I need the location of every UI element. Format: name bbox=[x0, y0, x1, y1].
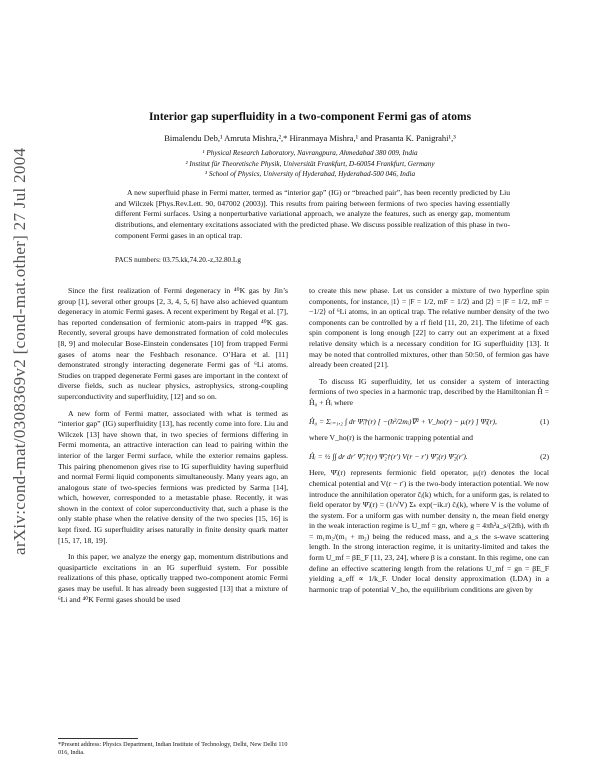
affiliations bbox=[60, 148, 560, 180]
abstract: A new superfluid phase in Fermi matter, termed as “interior gap” (IG) or “breached pair”, has been recently predicted by Liu and Wilczek [Phys.Rev.Lett. 90, 047002 (2003)]. This results from pairing between fermions of two species having essentially different Fermi surfaces. Using a nonperturbative variational approach, we analyze the features, such as energy gap, momentum distributions, and elementary excitations associated with the predicted phase. We discuss possible realization of this phase in two-component Fermi gases in an optical trap. bbox=[115, 188, 510, 240]
equation-body: Ĥᵢ = ½ ∫∫ dr dr′ Ψ̂₁†(r) Ψ̂₂†(r′) V(r − r′) Ψ̂₁(r) Ψ̂₂(r′). bbox=[309, 451, 468, 461]
body-paragraph: Here, Ψ̂ᵢ(r) represents fermionic field operator, μᵢ(r) denotes the local chemical potential and V(r − r′) is the two-body interaction potential. We now introduce the annihilation operator ĉᵢ(k) which, for a uniform gas, is related to field operator by Ψ̂ᵢ(r) = (1/√V) Σₖ exp(−ik.r) ĉᵢ(k), where V is the volume of the system. For a uniform gas with number density n, the mean field energy in the weak interaction regime is U_mf = gn, where g = 4πħ²a_s/(2m̃), with m̃ = m₁m₂/(m₁ + m₂) being the reduced mass, and a_s the s-wave scattering length. In the strong interaction regime, it is unitarity-limited and takes the form U_mf = βE_F [11, 23, 24], where β is a constant. In this regime, one can define an effective scattering length from the relations U_mf = gn = βE_F yielding a_eff ∝ 1/k_F. Under local density approximation (LDA) in a harmonic trap of potential V_ho, the equilibrium conditions are given by bbox=[309, 468, 549, 594]
author-list: Bimalendu Deb,¹ Amruta Mishra,²,* Hiranmaya Mishra,¹ and Prasanta K. Panigrahi¹,³ bbox=[164, 133, 456, 143]
equation-number: (2) bbox=[540, 451, 549, 461]
arxiv-identifier: arXiv:cond-mat/0308369v2 [cond-mat.other] 27 Jul 2004 bbox=[10, 147, 29, 555]
equation-number: (1) bbox=[540, 416, 549, 426]
body-paragraph: Since the first realization of Fermi degeneracy in ⁴⁰K gas by Jin’s group [1], several other groups [2, 3, 4, 5, 6] have also achieved quantum degeneracy in atomic Fermi gases. A recent experiment by Regal et al. [7], has reported condensation of fermionic atom-pairs in trapped ⁴⁰K gas. Recently, several groups have demonstrated formation of cold molecules [8, 9] and molecular Bose-Einstein condensates [10] from trapped Fermi gases of atoms near the Feshbach resonance. O’Hara et al. [11] demonstrated strongly interacting degenerate Fermi gas of ⁶Li atoms. Studies on trapped degenerate Fermi gases are important in the context of diverse fields, such as nuclear physics, astrophysics, strong-coupling superconductivity and superfluidity, [12] and so on. bbox=[58, 286, 288, 401]
footnote-rule bbox=[58, 738, 138, 739]
body-paragraph: In this paper, we analyze the energy gap, momentum distributions and quasiparticle excitations in an IG superfluid system. For possible realizations of this phase, optically trapped two-component atomic Fermi gases may be useful. It has already been suggested [13] that a mixture of ⁶Li and ⁴⁰K Fermi gases should be used bbox=[58, 552, 288, 604]
footnote: *Present address: Physics Department, Indian Institute of Technology, Delhi, New Delhi 110 016, India. bbox=[58, 741, 288, 757]
affiliation-1: ¹ Physical Research Laboratory, Navrangpura, Ahmedabad 380 009, India bbox=[202, 149, 418, 157]
equation-body: Ĥ₀ = Σᵢ₌₁,₂ ∫ dr Ψ̂ᵢ†(r) [ −(ħ²/2mᵢ)∇² + V_ho(r) − μᵢ(r) ] Ψ̂ᵢ(r), bbox=[309, 416, 497, 426]
equation-2 bbox=[309, 452, 549, 463]
body-paragraph: to create this new phase. Let us consider a mixture of two hyperfine spin components, for instance, |1⟩ = |F = 1/2, mF = 1/2⟩ and |2⟩ = |F = 1/2, mF = −1/2⟩ of ⁶Li atoms, in an optical trap. The relative number density of the two components can be controlled by a rf field [11, 20, 21]. The lifetime of each spin component is long enough [22] to carry out an experiment at a fixed relative density which is a necessary condition for IG superfluidity [13]. It may be noted that controlled mixtures, other than 50:50, of fermion gas have already been created [21]. bbox=[309, 286, 549, 370]
body-paragraph: To discuss IG superfluidity, let us consider a system of interacting fermions of two species in a harmonic trap, described by the Hamiltonian Ĥ = Ĥ₀ + Ĥᵢ where bbox=[309, 376, 549, 407]
pacs-numbers: PACS numbers: 03.75.kk,74.20.-z,32.80.Lg bbox=[115, 256, 241, 264]
left-column bbox=[58, 286, 288, 611]
body-paragraph: A new form of Fermi matter, associated with what is termed as “interior gap” (IG) superfluidity [13], has recently come into fore. Liu and Wilczek [13] have shown that, in two species of fermions differing in Fermi momenta, an attractive interaction can lead to pairing within the interior of the larger Fermi surface, while the exterior remains gapless. This pairing phenomenon gives rise to IG superfluidity having superfluid and normal Fermi liquid components simultaneously. Many years ago, an analogous state of two-species fermions was predicted by Sarma [14], which, however, corresponded to a metastable phase. Recently, it was shown in the context of color superconductivity that, such a phase is the only stable phase when the relative density of the two species [15, 16] is kept fixed. IG superfluidity arises naturally in finite density quark matter [15, 17, 18, 19]. bbox=[58, 408, 288, 545]
right-column bbox=[309, 286, 549, 601]
paper-title: Interior gap superfluidity in a two-component Fermi gas of atoms bbox=[148, 111, 472, 123]
affiliation-2: ² Institut für Theoretische Physik, Universität Frankfurt, D-60054 Frankfurt, Germany bbox=[185, 159, 435, 168]
affiliation-3: ³ School of Physics, University of Hyderabad, Hyderabad-500 046, India bbox=[204, 170, 416, 178]
equation-1 bbox=[309, 417, 549, 428]
body-paragraph: where V_ho(r) is the harmonic trapping potential and bbox=[309, 433, 474, 443]
